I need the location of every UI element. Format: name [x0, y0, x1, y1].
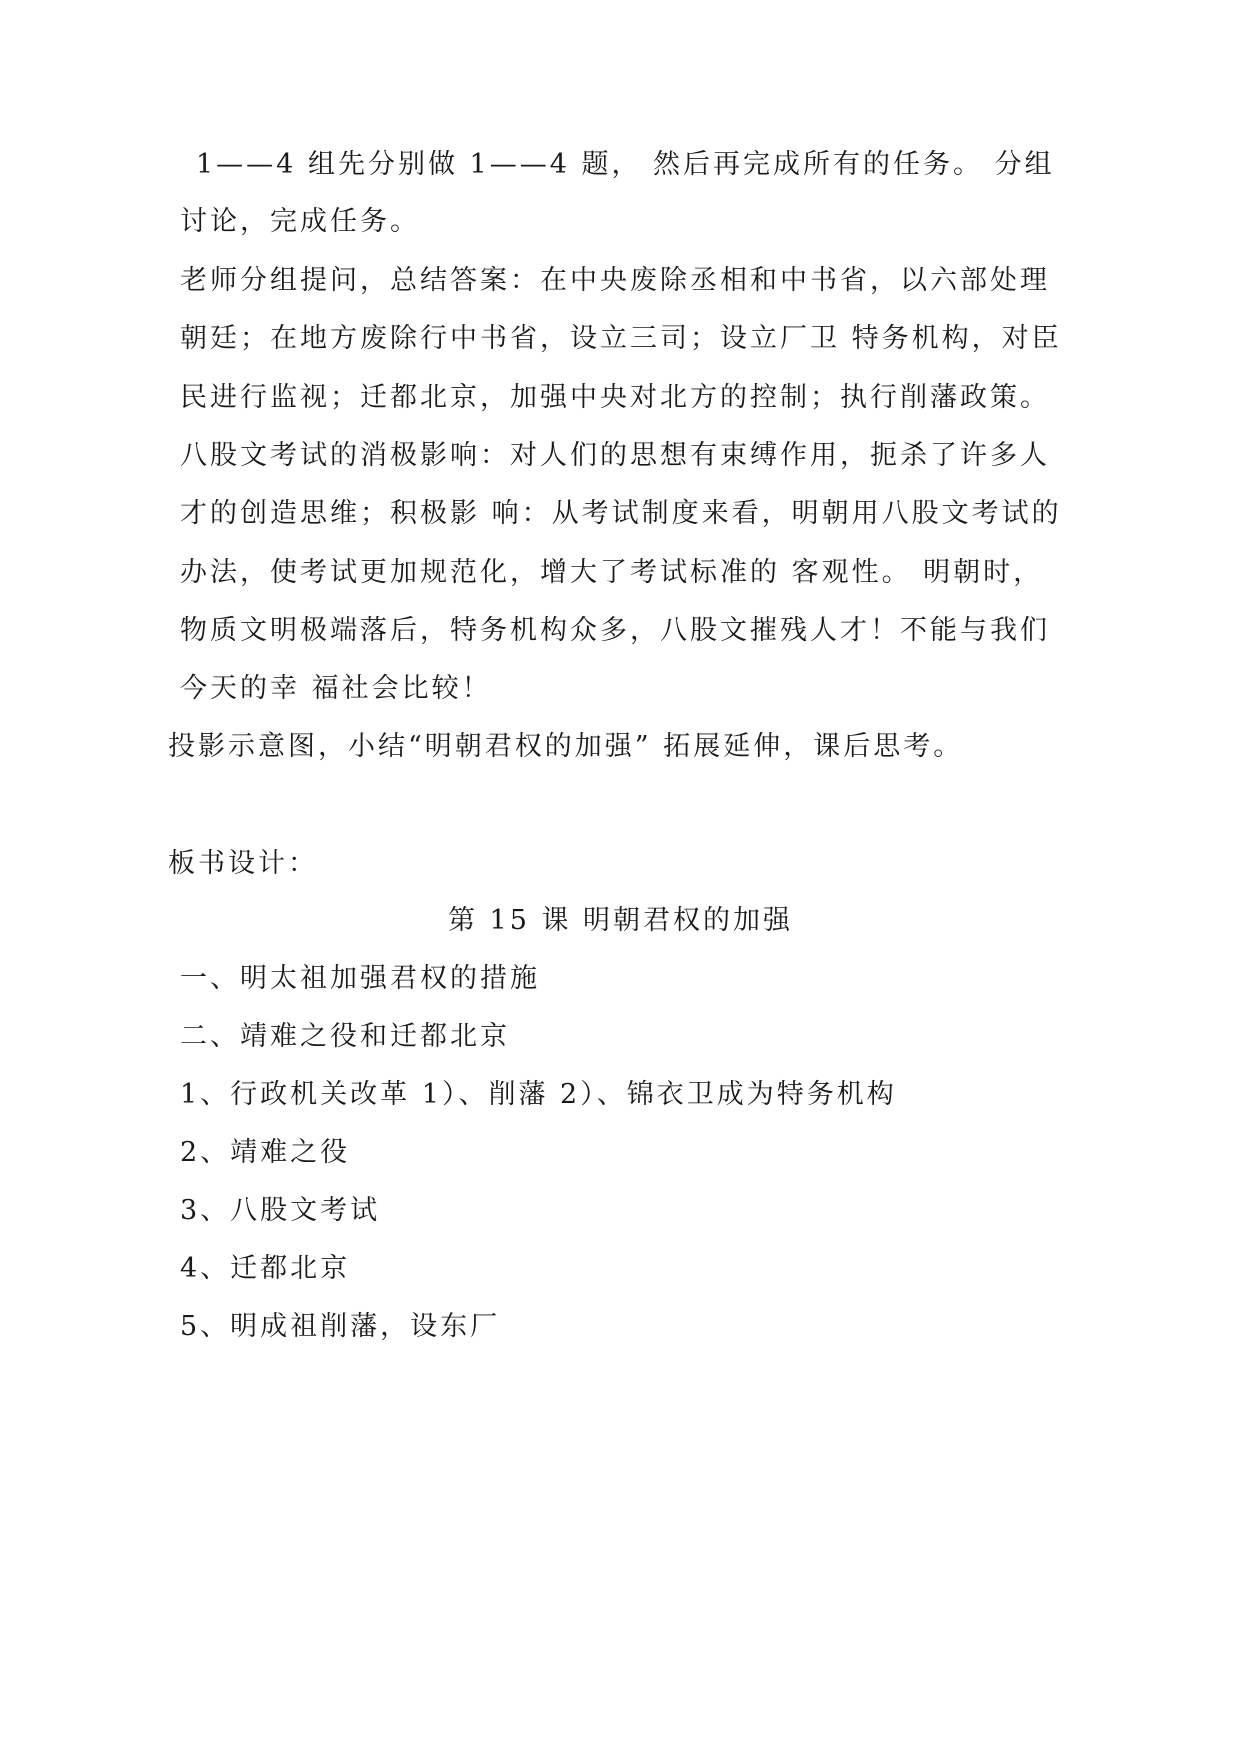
- paragraph-2-line-3: 民进行监视；迁都北京，加强中央对北方的控制；执行削藩政策。: [180, 382, 1050, 413]
- paragraph-1-line-1: 1——4 组先分别做 1——4 题， 然后再完成所有的任务。 分组: [196, 149, 1055, 180]
- paragraph-2-line-6: 办法，使考试更加规范化，增大了考试标准的 客观性。 明朝时，: [180, 557, 1044, 588]
- board-item-3: 1、行政机关改革 1）、削藩 2）、锦衣卫成为特务机构: [180, 1079, 897, 1110]
- paragraph-2-line-2: 朝廷；在地方废除行中书省，设立三司；设立厂卫 特务机构，对臣: [180, 323, 1062, 354]
- board-item-7: 5、明成祖削藩，设东厂: [180, 1311, 501, 1342]
- paragraph-3: 投影示意图，小结“明朝君权的加强” 拓展延伸，课后思考。: [168, 731, 964, 762]
- paragraph-2-line-8: 今天的幸 福社会比较！: [180, 673, 492, 704]
- paragraph-2-line-4: 八股文考试的消极影响：对人们的思想有束缚作用，扼杀了许多人: [180, 440, 1050, 471]
- board-item-4: 2、靖难之役: [180, 1137, 351, 1168]
- board-design-label: 板书设计：: [168, 848, 318, 879]
- paragraph-2-line-1: 老师分组提问，总结答案：在中央废除丞相和中书省，以六部处理: [180, 265, 1050, 296]
- paragraph-2-line-5: 才的创造思维；积极影 响：从考试制度来看，明朝用八股文考试的: [180, 498, 1062, 529]
- board-item-5: 3、八股文考试: [180, 1195, 381, 1226]
- board-item-1: 一、明太祖加强君权的措施: [180, 963, 540, 994]
- board-item-2: 二、靖难之役和迁都北京: [180, 1021, 510, 1052]
- board-item-6: 4、迁都北京: [180, 1253, 351, 1284]
- board-title: 第 15 课 明朝君权的加强: [447, 905, 794, 936]
- paragraph-2-line-7: 物质文明极端落后，特务机构众多，八股文摧残人才！不能与我们: [180, 615, 1050, 646]
- paragraph-1-line-2: 讨论，完成任务。: [180, 206, 420, 237]
